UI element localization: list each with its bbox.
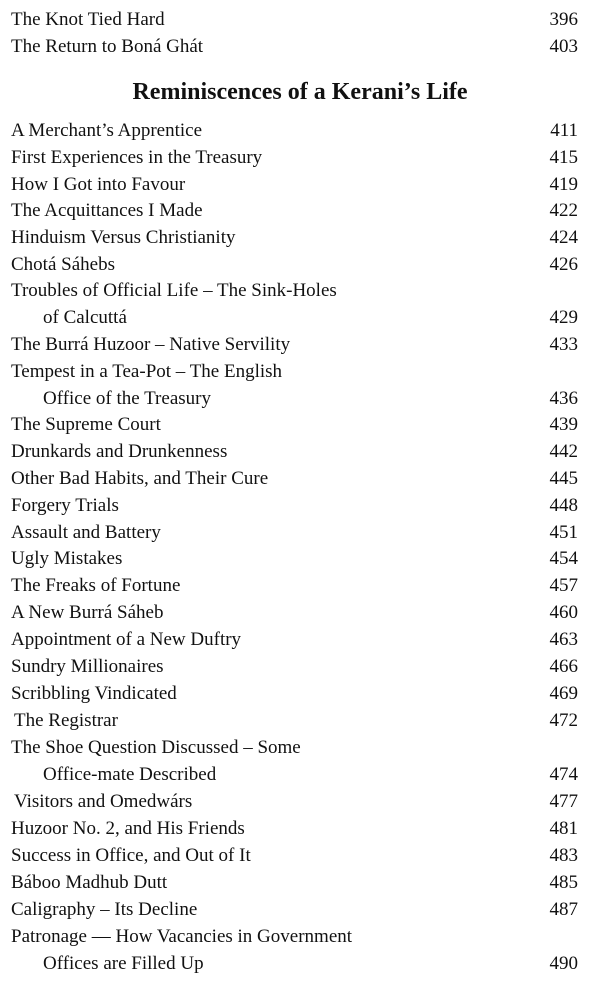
entry-title: The Acquittances I Made: [11, 200, 203, 221]
entry-title: Other Bad Habits, and Their Cure: [11, 468, 269, 489]
entry-title: Patronage — How Vacancies in Government: [11, 926, 353, 947]
section-heading: Reminiscences of a Kerani’s Life: [132, 79, 468, 105]
entry-title: Báboo Madhub Dutt: [11, 872, 168, 893]
entry-title: Appointment of a New Duftry: [11, 629, 242, 650]
entry-title: The Registrar: [14, 710, 118, 731]
entry-page-number: 490: [549, 953, 578, 974]
entry-title: A Merchant’s Apprentice: [11, 120, 203, 141]
entry-page-number: 439: [549, 414, 578, 435]
entry-page-number: 472: [549, 710, 578, 731]
entry-page-number: 426: [549, 254, 578, 275]
entry-page-number: 448: [549, 495, 578, 516]
entry-title: Caligraphy – Its Decline: [11, 899, 198, 920]
entry-page-number: 424: [549, 227, 578, 248]
entry-title-continuation: Offices are Filled Up: [43, 953, 204, 974]
entry-page-number: 487: [549, 899, 578, 920]
entry-page-number: 485: [549, 872, 578, 893]
entry-title: Assault and Battery: [11, 522, 161, 543]
entry-page-number: 433: [549, 334, 578, 355]
entry-page-number: 396: [549, 9, 578, 30]
entry-title: Sundry Millionaires: [11, 656, 164, 677]
entry-page-number: 483: [549, 845, 578, 866]
entry-page-number: 457: [549, 575, 578, 596]
entry-page-number: 477: [549, 791, 578, 812]
entry-title: The Shoe Question Discussed – Some: [11, 737, 301, 758]
entry-page-number: 445: [549, 468, 578, 489]
entry-title: Success in Office, and Out of It: [11, 845, 251, 866]
entry-title: Troubles of Official Life – The Sink-Holes: [11, 280, 337, 301]
entry-title: Visitors and Omedwárs: [14, 791, 193, 812]
entry-title: Huzoor No. 2, and His Friends: [11, 818, 245, 839]
entry-page-number: 429: [549, 307, 578, 328]
entry-page-number: 436: [549, 388, 578, 409]
entry-title: Chotá Sáhebs: [11, 254, 115, 275]
entry-title: The Supreme Court: [11, 414, 161, 435]
entry-title: The Knot Tied Hard: [11, 9, 165, 30]
entry-title-continuation: Office of the Treasury: [43, 388, 211, 409]
entry-page-number: 442: [549, 441, 578, 462]
entry-page-number: 411: [550, 120, 578, 141]
entry-title: Forgery Trials: [11, 495, 119, 516]
entry-title-continuation: of Calcuttá: [43, 307, 127, 328]
entry-page-number: 422: [549, 200, 578, 221]
entry-title: The Freaks of Fortune: [11, 575, 181, 596]
entry-title: A New Burrá Sáheb: [11, 602, 164, 623]
entry-page-number: 469: [549, 683, 578, 704]
entry-page-number: 463: [549, 629, 578, 650]
entry-page-number: 454: [549, 548, 578, 569]
entry-page-number: 403: [549, 36, 578, 57]
entry-page-number: 419: [549, 174, 578, 195]
entry-title-continuation: Office-mate Described: [43, 764, 217, 785]
entry-page-number: 415: [549, 147, 578, 168]
entry-page-number: 451: [549, 522, 578, 543]
entry-title: Scribbling Vindicated: [11, 683, 177, 704]
entry-title: How I Got into Favour: [11, 174, 186, 195]
entry-title: Hinduism Versus Christianity: [11, 227, 236, 248]
entry-title: First Experiences in the Treasury: [11, 147, 263, 168]
entry-title: Tempest in a Tea-Pot – The English: [11, 361, 283, 382]
entry-page-number: 466: [549, 656, 578, 677]
entry-page-number: 474: [549, 764, 578, 785]
entry-title: Drunkards and Drunkenness: [11, 441, 228, 462]
entry-title: The Return to Boná Ghát: [11, 36, 204, 57]
entry-title: Ugly Mistakes: [11, 548, 123, 569]
entry-page-number: 481: [549, 818, 578, 839]
entry-title: The Burrá Huzoor – Native Servility: [11, 334, 291, 355]
entry-page-number: 460: [549, 602, 578, 623]
